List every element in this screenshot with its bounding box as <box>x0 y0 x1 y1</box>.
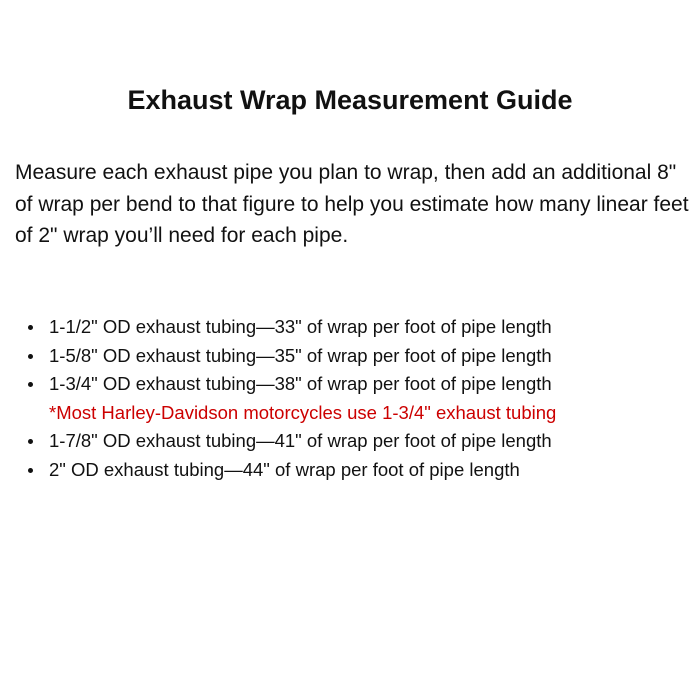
list-item <box>28 456 688 485</box>
harley-davidson-note: *Most Harley-Davidson motorcycles use 1-3/4" exhaust tubing <box>49 401 557 423</box>
list-item-text: 2" OD exhaust tubing—44" of wrap per foot of pipe length <box>49 458 520 480</box>
list-item <box>28 313 688 342</box>
list-item-text: 1-3/4" OD exhaust tubing—38" of wrap per foot of pipe length <box>49 373 552 394</box>
list-item <box>28 342 688 371</box>
list-item-text: 1-7/8" OD exhaust tubing—41" of wrap per foot of pipe length <box>49 430 552 451</box>
bullet-icon <box>28 468 33 473</box>
list-item-text: 1-1/2" OD exhaust tubing—33" of wrap per foot of pipe length <box>49 316 552 337</box>
list-item-text: 1-5/8" OD exhaust tubing—35" of wrap per foot of pipe length <box>49 344 552 366</box>
bullet-icon <box>28 354 33 359</box>
bullet-icon <box>28 382 33 387</box>
bullet-icon <box>28 325 33 330</box>
page-title: Exhaust Wrap Measurement Guide <box>127 85 573 115</box>
bullet-icon <box>28 439 33 444</box>
tubing-size-list <box>28 313 688 484</box>
list-item <box>28 370 688 427</box>
intro-paragraph: Measure each exhaust pipe you plan to wrap, then add an additional 8" of wrap per bend to that figure to help you estimate how many linear feet of 2" wrap you’ll need for each pipe. <box>15 161 689 247</box>
list-item <box>28 427 688 456</box>
